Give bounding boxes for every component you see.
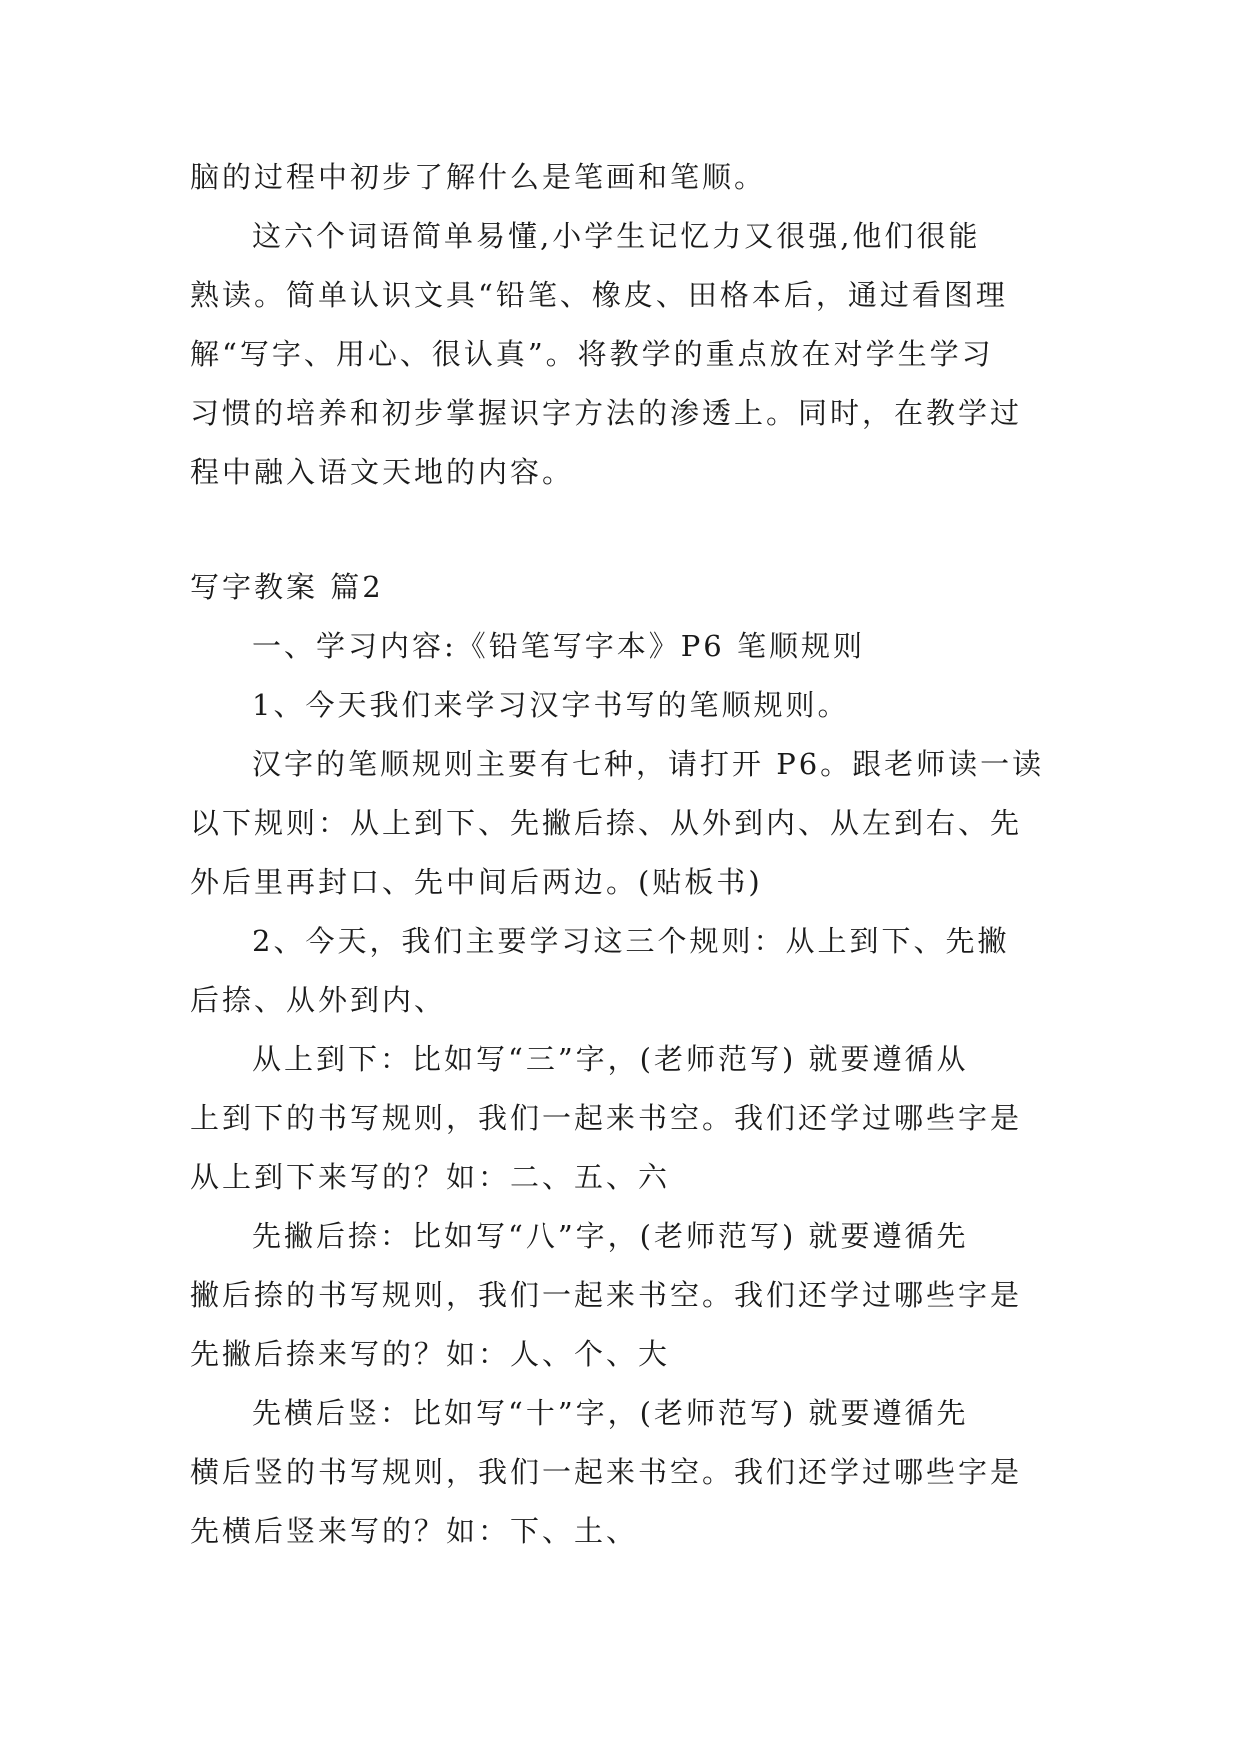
paragraph-line: 上到下的书写规则，我们一起来书空。我们还学过哪些字是 <box>190 1101 1023 1135</box>
section-2-body <box>190 617 1050 1561</box>
paragraph-line: 横后竖的书写规则，我们一起来书空。我们还学过哪些字是 <box>190 1455 1023 1489</box>
section-2-title <box>190 558 1050 617</box>
paragraph-line: 解“写字、用心、很认真”。将教学的重点放在对学生学习 <box>190 337 994 371</box>
paragraph-line: 先撇后捺：比如写“八”字，(老师范写) 就要遵循先 <box>252 1219 969 1253</box>
paragraph-line: 汉字的笔顺规则主要有七种，请打开 P6。跟老师读一读 <box>252 747 1045 781</box>
paragraph-line: 先横后竖：比如写“十”字，(老师范写) 就要遵循先 <box>252 1396 969 1430</box>
paragraph-line: 2、今天，我们主要学习这三个规则：从上到下、先撇 <box>252 924 1010 958</box>
paragraph-line: 熟读。简单认识文具“铅笔、橡皮、田格本后，通过看图理 <box>190 278 1008 312</box>
paragraph-line: 以下规则：从上到下、先撇后捺、从外到内、从左到右、先 <box>190 806 1023 840</box>
paragraph-line: 外后里再封口、先中间后两边。(贴板书) <box>190 865 763 899</box>
paragraph-line: 这六个词语简单易懂,小学生记忆力又很强,他们很能 <box>252 219 981 253</box>
paragraph-line: 先横后竖来写的？如：下、土、 <box>190 1514 639 1548</box>
paragraph-line: 撇后捺的书写规则，我们一起来书空。我们还学过哪些字是 <box>190 1278 1023 1312</box>
paragraph-line: 从上到下来写的？如：二、五、六 <box>190 1160 671 1194</box>
section-1 <box>190 148 1050 502</box>
paragraph-line: 程中融入语文天地的内容。 <box>190 455 575 489</box>
paragraph-line: 脑的过程中初步了解什么是笔画和笔顺。 <box>190 160 767 194</box>
paragraph-line: 一、学习内容:《铅笔写字本》P6 笔顺规则 <box>252 629 865 663</box>
paragraph-line: 先撇后捺来写的？如：人、个、大 <box>190 1337 671 1371</box>
paragraph-line: 1、今天我们来学习汉字书写的笔顺规则。 <box>252 688 850 722</box>
section-heading: 写字教案 篇2 <box>190 570 384 604</box>
paragraph-line: 习惯的培养和初步掌握识字方法的渗透上。同时，在教学过 <box>190 396 1023 430</box>
paragraph-line: 从上到下：比如写“三”字，(老师范写) 就要遵循从 <box>252 1042 969 1076</box>
paragraph-line: 后捺、从外到内、 <box>190 983 447 1017</box>
